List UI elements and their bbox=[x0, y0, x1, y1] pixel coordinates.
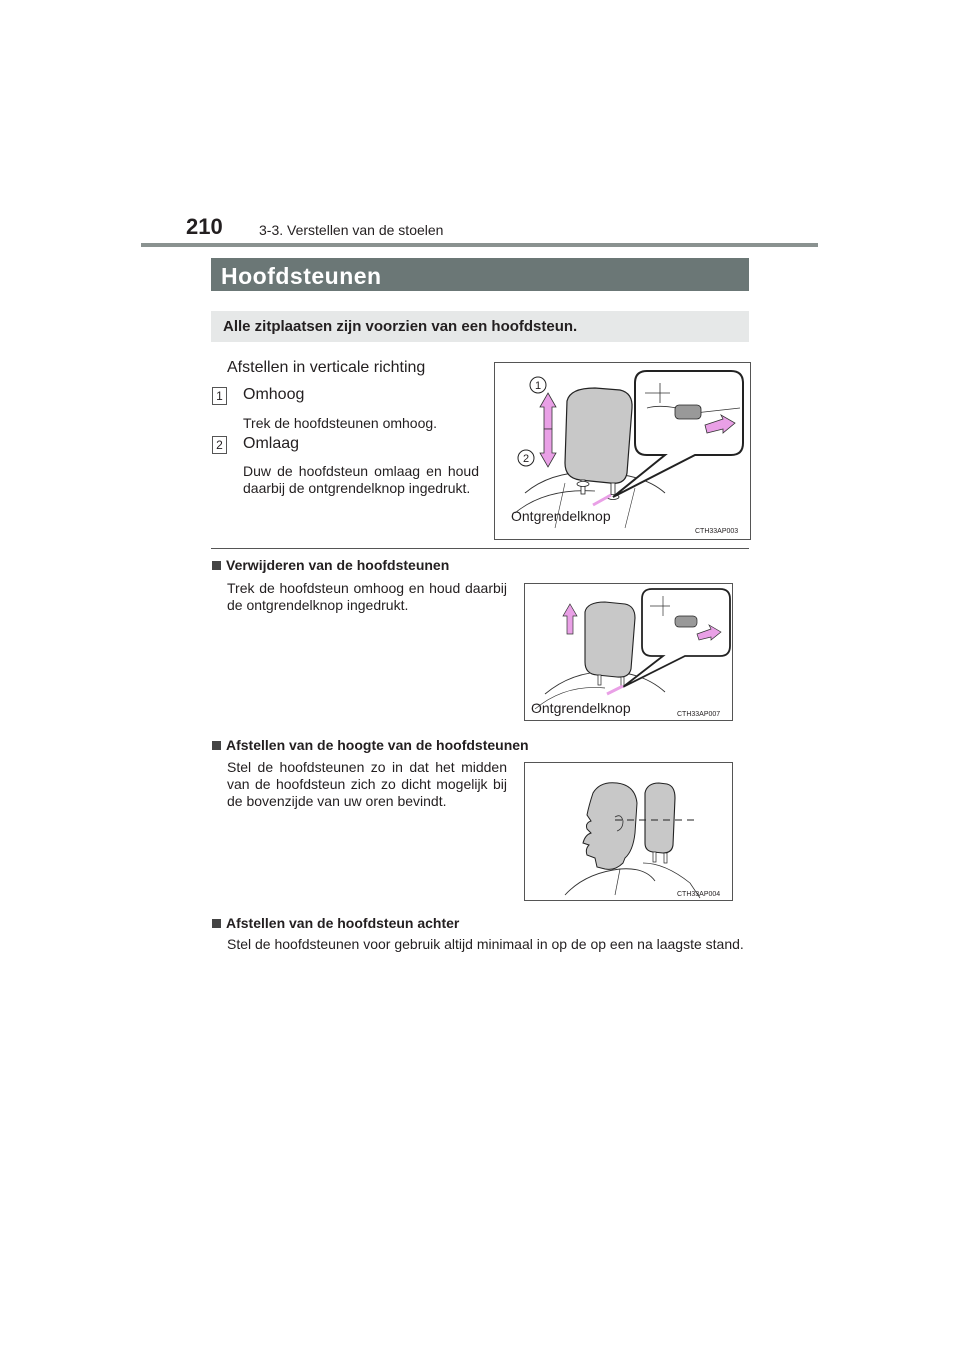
rear-text: Stel de hoofdsteunen voor gebruik altijd minimaal in op de op een na laagste stand. bbox=[227, 936, 744, 952]
page-title-bar bbox=[211, 258, 749, 291]
item-label-up: Omhoog bbox=[243, 386, 305, 403]
item-number: 1 bbox=[212, 387, 227, 405]
section-label: 3-3. Verstellen van de stoelen bbox=[259, 222, 444, 238]
bullet-square bbox=[212, 561, 221, 570]
release-button-label: Ontgrendelknop bbox=[531, 700, 631, 716]
page-number: 210 bbox=[186, 214, 223, 239]
item-desc-up: Trek de hoofdsteunen omhoog. bbox=[243, 415, 438, 431]
intro-text: Alle zitplaatsen zijn voorzien van een hoofdsteun. bbox=[223, 318, 578, 335]
item-desc-down: Duw de hoofdsteun omlaag en houd daarbij de ontgrendelknop ingedrukt. bbox=[243, 463, 479, 496]
item-label-down: Omlaag bbox=[243, 435, 300, 452]
section-divider bbox=[211, 548, 749, 549]
figure-code: CTH33AP003 bbox=[695, 528, 739, 535]
figure-code: CTH33AP004 bbox=[677, 891, 721, 898]
callout-1: 1 bbox=[534, 380, 542, 392]
height-text: Stel de hoofdsteunen zo in dat het midden van de hoofdsteun zich zo dicht mogelijk bij de bovenzijde van uw oren bevindt. bbox=[227, 759, 507, 809]
height-heading-text: Afstellen van de hoogte van de hoofdsteunen bbox=[226, 737, 529, 753]
rear-heading-text: Afstellen van de hoofdsteun achter bbox=[226, 915, 460, 931]
intro-bar bbox=[211, 311, 749, 342]
figure-headrest-height bbox=[524, 762, 733, 901]
bullet-square bbox=[212, 741, 221, 750]
removal-heading bbox=[212, 557, 449, 573]
page-title: Hoofdsteunen bbox=[221, 263, 382, 289]
release-button-label: Ontgrendelknop bbox=[511, 508, 611, 524]
figure-headrest-removal bbox=[524, 583, 733, 721]
bullet-square bbox=[212, 919, 221, 928]
removal-heading-text: Verwijderen van de hoofdsteunen bbox=[226, 557, 450, 573]
figure-code: CTH33AP007 bbox=[677, 711, 721, 718]
callout-2: 2 bbox=[522, 453, 530, 465]
vertical-adjust-title: Afstellen in verticale richting bbox=[227, 359, 426, 376]
figure-headrest-vertical bbox=[494, 362, 751, 540]
item-number: 2 bbox=[212, 436, 227, 454]
removal-text: Trek de hoofdsteun omhoog en houd daarbij de ontgrendelknop ingedrukt. bbox=[227, 580, 507, 613]
header-rule bbox=[141, 243, 818, 247]
height-heading bbox=[212, 737, 529, 753]
rear-heading bbox=[212, 915, 459, 931]
